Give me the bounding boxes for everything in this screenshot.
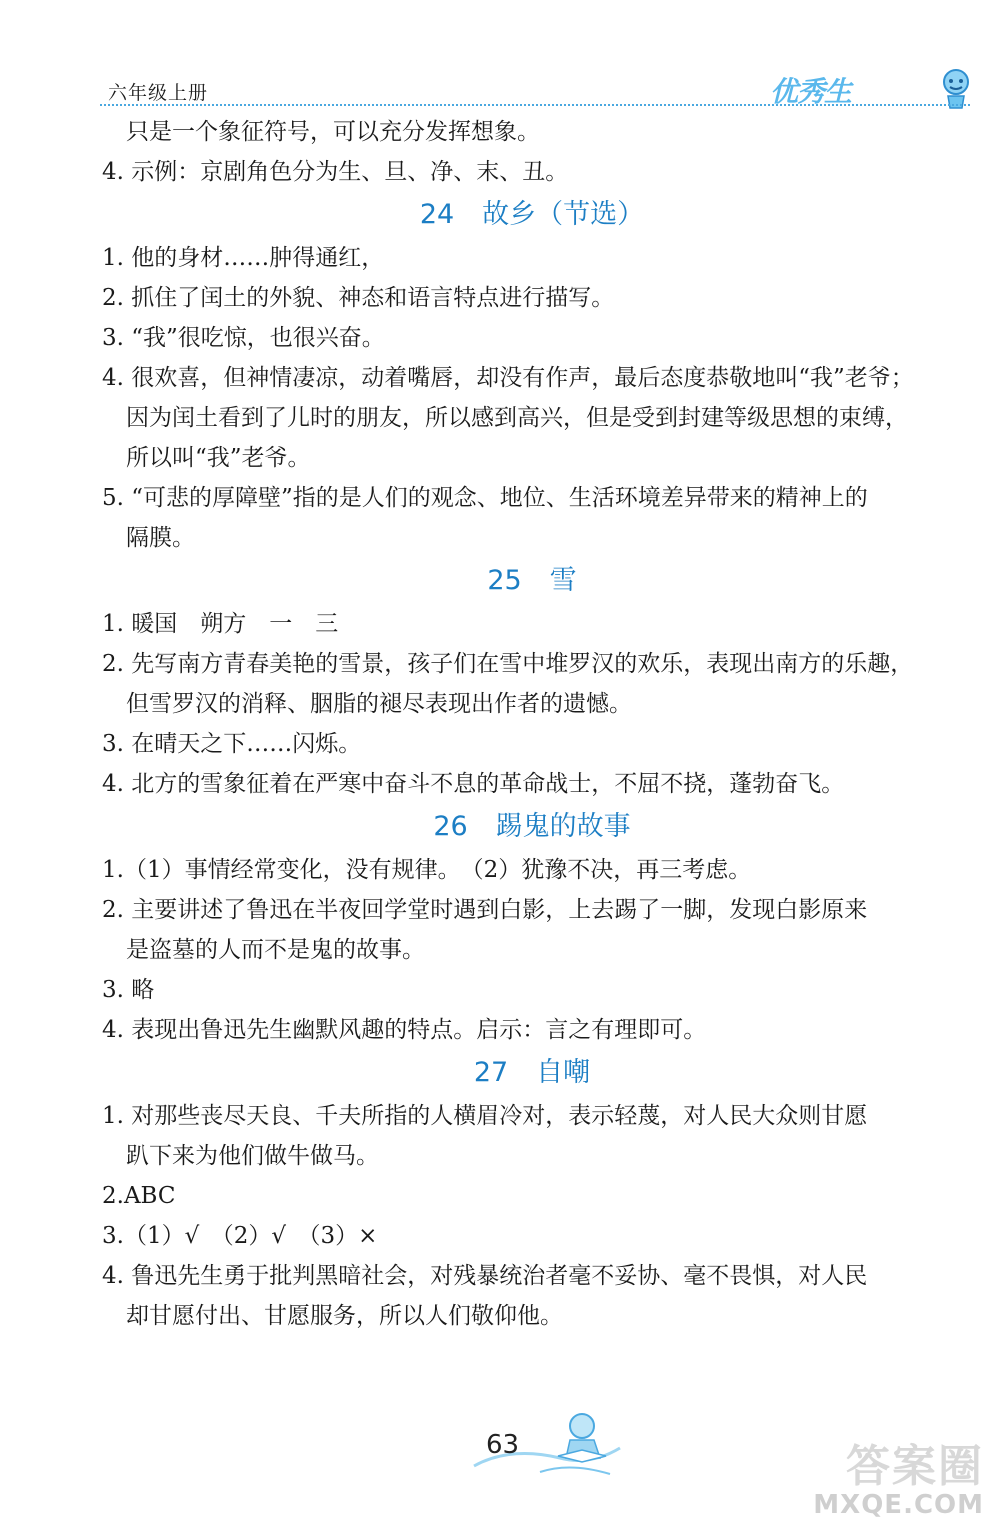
section-name: 雪 <box>549 565 577 596</box>
answer-line: 因为闰土看到了儿时的朋友，所以感到高兴，但是受到封建等级思想的束缚， <box>126 405 908 431</box>
section-name: 自嘲 <box>536 1057 591 1088</box>
section-number: 24 <box>419 199 455 230</box>
grade-label: 六年级上册 <box>108 82 209 104</box>
answer-line: 3. 在晴天之下……闪烁。 <box>102 731 362 757</box>
answer-line: 2. 先写南方青春美艳的雪景，孩子们在雪中堆罗汉的欢乐，表现出南方的乐趣， <box>102 651 914 677</box>
answer-line: 5. “可悲的厚障壁”指的是人们的观念、地位、生活环境差异带来的精神上的 <box>102 485 868 511</box>
page-header <box>100 66 970 106</box>
answer-line: 4. 鲁迅先生勇于批判黑暗社会，对残暴统治者毫不妥协、毫不畏惧，对人民 <box>102 1263 868 1289</box>
answer-content <box>102 112 962 1336</box>
watermark-logo <box>812 1428 990 1528</box>
section-number: 27 <box>473 1057 509 1088</box>
answer-line: 4. 北方的雪象征着在严寒中奋斗不息的革命战士，不屈不挠，蓬勃奋飞。 <box>102 771 845 797</box>
answer-line: 4. 表现出鲁迅先生幽默风趣的特点。启示：言之有理即可。 <box>102 1017 707 1043</box>
answer-line: 2.ABC <box>102 1183 176 1209</box>
answer-line: 却甘愿付出、甘愿服务，所以人们敬仰他。 <box>126 1303 563 1329</box>
answer-line: 3. “我”很吃惊，也很兴奋。 <box>102 325 385 351</box>
section-title <box>102 804 962 850</box>
page-footer <box>470 1400 650 1490</box>
page-number: 63 <box>486 1430 520 1460</box>
answer-line: 2. 抓住了闰土的外貌、神态和语言特点进行描写。 <box>102 285 615 311</box>
answer-line: 1.（1）事情经常变化，没有规律。 （2）犹豫不决，再三考虑。 <box>102 857 752 883</box>
header-divider <box>100 104 970 106</box>
section-name: 故乡（节选） <box>482 199 645 230</box>
answer-line: 2. 主要讲述了鲁迅在半夜回学堂时遇到白影，上去踢了一脚，发现白影原来 <box>102 897 868 923</box>
answer-line: 3. 略 <box>102 977 155 1003</box>
watermark-url: MXQE.COM <box>813 1490 984 1520</box>
answer-line: 隔膜。 <box>126 525 195 551</box>
answer-line: 趴下来为他们做牛做马。 <box>126 1143 379 1169</box>
section-title <box>102 558 962 604</box>
section-name: 踢鬼的故事 <box>495 811 631 842</box>
answer-line: 4. 很欢喜，但神情凄凉，动着嘴唇，却没有作声，最后态度恭敬地叫“我”老爷； <box>102 365 914 391</box>
section-title <box>102 1050 962 1096</box>
answer-line: 但雪罗汉的消释、胭脂的褪尽表现出作者的遗憾。 <box>126 691 632 717</box>
answer-line: 所以叫“我”老爷。 <box>126 445 311 471</box>
answer-line: 是盗墓的人而不是鬼的故事。 <box>126 937 425 963</box>
answer-line: 1. 暖国 朔方 一 三 <box>102 611 339 637</box>
section-number: 26 <box>433 811 468 842</box>
answer-line: 1. 他的身材……肿得通红， <box>102 245 385 271</box>
answer-line: 4. 示例：京剧角色分为生、旦、净、末、丑。 <box>102 159 569 185</box>
section-number: 25 <box>487 565 522 596</box>
watermark-text: 答案圈 <box>846 1441 984 1492</box>
answer-line: 3.（1）√ （2）√ （3）× <box>102 1223 378 1249</box>
answer-line: 只是一个象征符号，可以充分发挥想象。 <box>126 119 540 145</box>
brand-logo-text: 优秀生 <box>770 75 852 108</box>
answer-line: 1. 对那些丧尽天良、千夫所指的人横眉冷对，表示轻蔑，对人民大众则甘愿 <box>102 1103 868 1129</box>
section-title <box>102 192 962 238</box>
